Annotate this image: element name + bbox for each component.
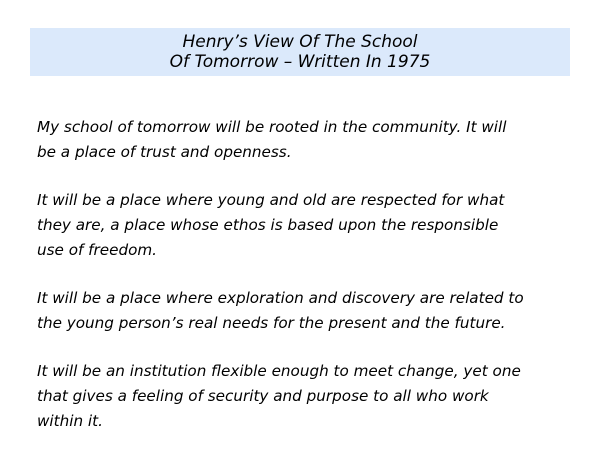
quote-body xyxy=(37,115,582,457)
paragraph-respect xyxy=(37,188,582,263)
paragraph-institution xyxy=(37,359,582,434)
paragraph-line: It will be a place where young and old are respected for what xyxy=(37,191,505,209)
paragraph-line: they are, a place whose ethos is based upon the responsible xyxy=(37,216,499,234)
paragraph-line: use of freedom. xyxy=(37,241,158,259)
paragraph-line: the young person’s real needs for the present and the future. xyxy=(37,314,506,332)
title-line-1: Henry’s View Of The School xyxy=(182,32,418,52)
paragraph-exploration xyxy=(37,286,582,336)
paragraph-line: that gives a feeling of security and purpose to all who work xyxy=(37,387,489,405)
paragraph-line: My school of tomorrow will be rooted in the community. It will xyxy=(37,118,507,136)
title-line-2: Of Tomorrow – Written In 1975 xyxy=(169,52,431,72)
paragraph-line: be a place of trust and openness. xyxy=(37,143,292,161)
paragraph-community xyxy=(37,115,582,165)
paragraph-line: It will be a place where exploration and discovery are related to xyxy=(37,289,524,307)
title-banner xyxy=(30,28,570,76)
paragraph-line: It will be an institution flexible enough to meet change, yet one xyxy=(37,362,521,380)
paragraph-line: within it. xyxy=(37,412,103,430)
